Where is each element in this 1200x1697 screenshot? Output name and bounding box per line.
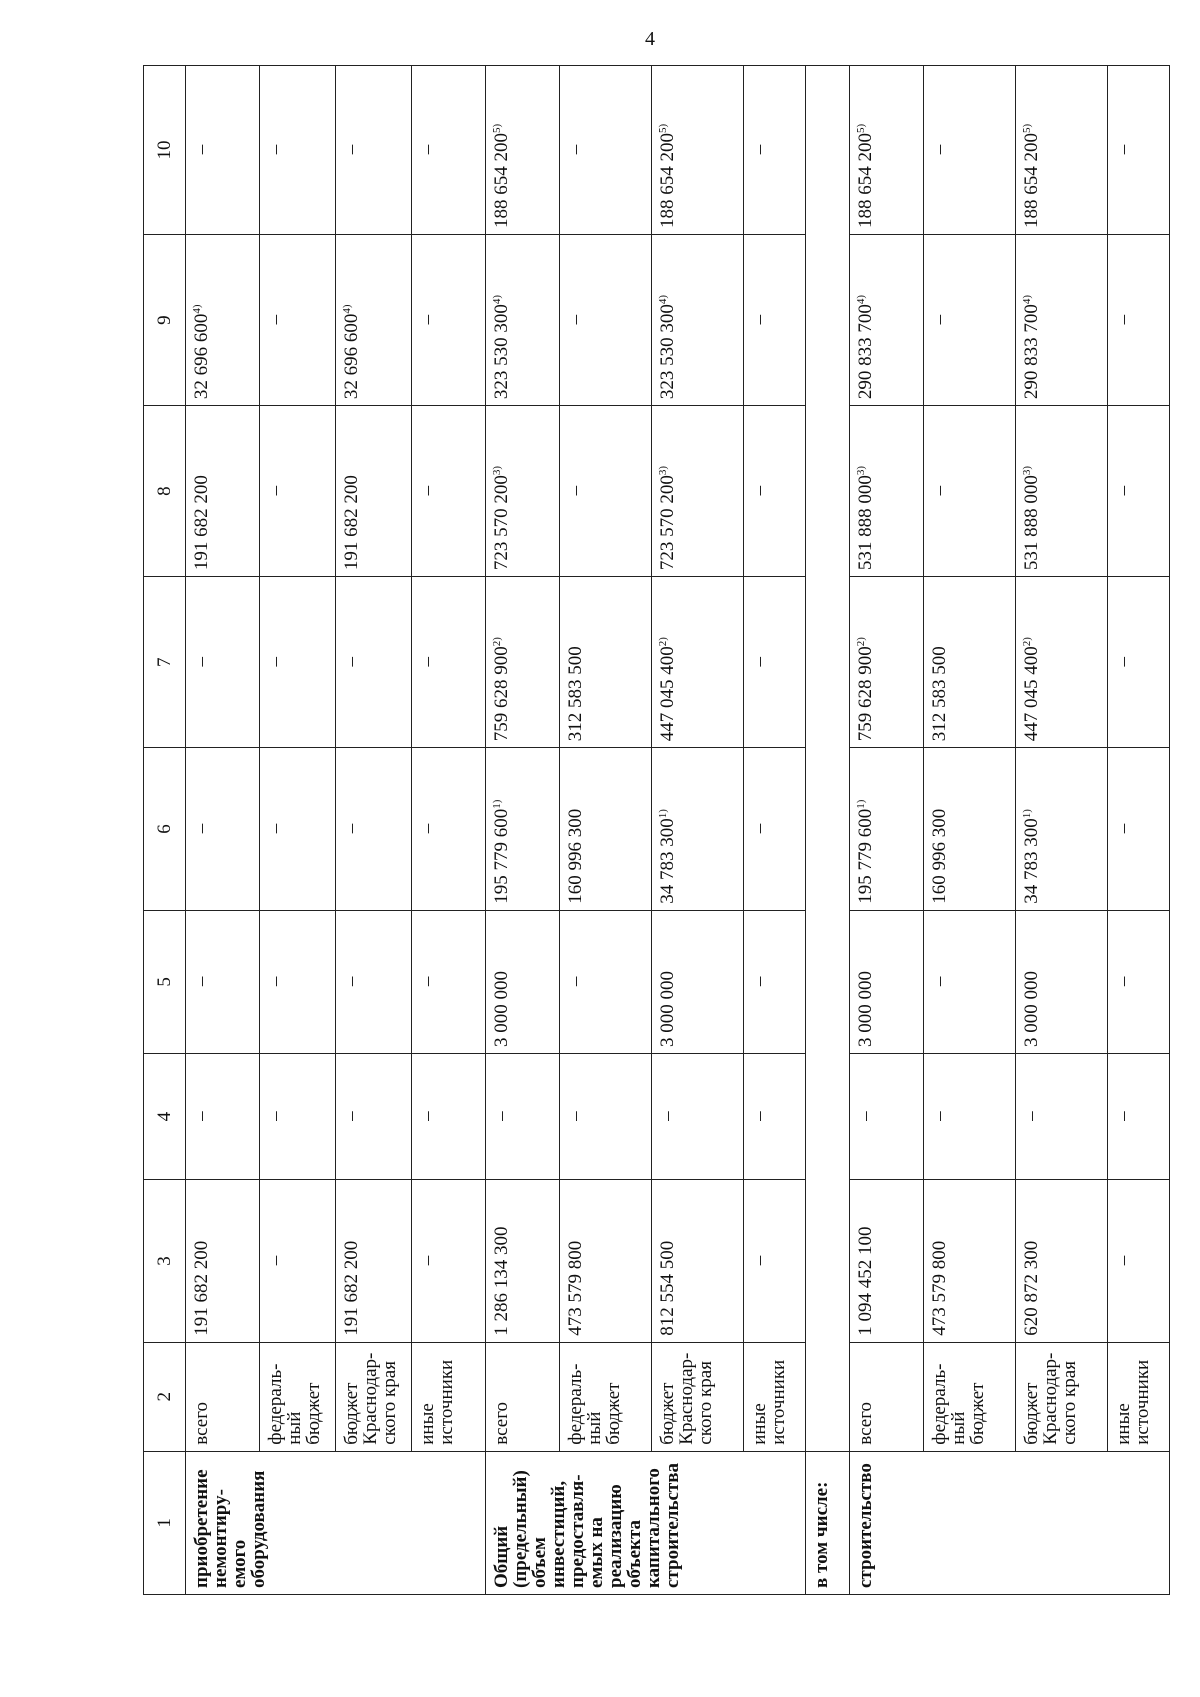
table-row — [412, 66, 486, 1595]
value-cell — [924, 748, 1016, 911]
cell-value: 3 000 000 — [657, 971, 678, 1048]
value-cell — [560, 406, 652, 577]
value-cell — [652, 1180, 744, 1343]
cell-value: – — [565, 1111, 586, 1121]
value-cell — [652, 910, 744, 1053]
value-cell — [924, 1054, 1016, 1180]
cell-value: – — [341, 976, 362, 987]
cell-value: – — [341, 144, 362, 155]
value-cell — [652, 748, 744, 911]
value-cell — [486, 577, 560, 748]
value-cell — [850, 748, 924, 911]
cell-value: 195 779 600 — [855, 808, 876, 904]
value-cell — [744, 1180, 806, 1343]
footnote-marker: 1) — [491, 799, 503, 809]
cell-value: – — [191, 144, 212, 155]
column-number: 3 — [144, 1180, 186, 1343]
cell-value: – — [1021, 1111, 1042, 1121]
footnote-marker: 2) — [855, 637, 867, 647]
value-cell — [186, 406, 260, 577]
table-row — [1016, 66, 1108, 1595]
value-cell — [412, 66, 486, 235]
cell-value: 1 094 452 100 — [855, 1226, 876, 1336]
cell-value: – — [929, 144, 950, 155]
cell-value: – — [417, 314, 438, 325]
value-cell — [412, 1054, 486, 1180]
cell-value: 195 779 600 — [491, 808, 512, 904]
value-cell — [260, 1054, 336, 1180]
value-cell — [412, 235, 486, 406]
value-cell — [486, 748, 560, 911]
value-cell — [924, 910, 1016, 1053]
cell-value: 759 628 900 — [855, 646, 876, 742]
cell-value: 447 045 400 — [657, 646, 678, 742]
cell-value: – — [855, 1111, 876, 1121]
value-cell — [186, 748, 260, 911]
cell-value: – — [417, 823, 438, 834]
cell-value: – — [265, 485, 286, 496]
value-cell — [486, 406, 560, 577]
cell-value: – — [1113, 656, 1134, 667]
cell-value: 191 682 200 — [191, 1240, 212, 1336]
cell-value: – — [265, 1111, 286, 1121]
cell-value: – — [1113, 1255, 1134, 1266]
footnote-marker: 1) — [855, 799, 867, 809]
cell-value: – — [565, 314, 586, 325]
cell-value: 312 583 500 — [565, 646, 586, 742]
value-cell — [850, 66, 924, 235]
value-cell — [486, 235, 560, 406]
column-number: 2 — [144, 1342, 186, 1451]
value-cell — [1108, 748, 1170, 911]
footnote-marker: 5) — [855, 123, 867, 134]
subsection-row — [806, 66, 850, 1595]
value-cell — [260, 66, 336, 235]
cell-value: 620 872 300 — [1021, 1240, 1042, 1336]
cell-value: 723 570 200 — [657, 475, 678, 571]
footnote-marker: 3) — [855, 466, 867, 476]
cell-value: – — [417, 485, 438, 496]
funding-source: всего — [850, 1342, 924, 1451]
cell-value: 32 696 600 — [341, 313, 362, 400]
value-cell — [850, 1054, 924, 1180]
cell-value: – — [1113, 823, 1134, 834]
value-cell — [924, 1180, 1016, 1343]
value-cell — [336, 577, 412, 748]
value-cell — [560, 1180, 652, 1343]
value-cell — [652, 66, 744, 235]
cell-value: – — [749, 823, 770, 834]
cell-value: – — [929, 1111, 950, 1121]
value-cell — [1016, 1054, 1108, 1180]
value-cell — [1016, 66, 1108, 235]
cell-value: 191 682 200 — [341, 475, 362, 571]
value-cell — [560, 748, 652, 911]
cell-value: – — [749, 1255, 770, 1266]
footnote-marker: 5) — [1021, 123, 1033, 134]
cell-value: 32 696 600 — [191, 313, 212, 400]
funding-source: федераль-ный бюджет — [260, 1342, 336, 1451]
value-cell — [260, 910, 336, 1053]
table-row — [336, 66, 412, 1595]
footnote-marker: 2) — [491, 637, 503, 647]
value-cell — [260, 577, 336, 748]
value-cell — [924, 66, 1016, 235]
value-cell — [412, 910, 486, 1053]
cell-value: – — [417, 1255, 438, 1266]
value-cell — [924, 577, 1016, 748]
empty-cell — [806, 66, 850, 1452]
value-cell — [412, 577, 486, 748]
value-cell — [336, 1054, 412, 1180]
footnote-marker: 3) — [1021, 466, 1033, 476]
value-cell — [486, 1180, 560, 1343]
value-cell — [186, 910, 260, 1053]
cell-value: 191 682 200 — [191, 475, 212, 571]
cell-value: – — [1113, 144, 1134, 155]
footnote-marker: 4) — [657, 294, 669, 305]
cell-value: 312 583 500 — [929, 646, 950, 742]
footnote-marker: 4) — [191, 304, 203, 314]
value-cell — [560, 577, 652, 748]
cell-value: – — [191, 976, 212, 987]
value-cell — [560, 235, 652, 406]
value-cell — [186, 1054, 260, 1180]
cell-value: – — [265, 656, 286, 667]
section-label: приобретение немонтиру-емого оборудования — [186, 1451, 486, 1594]
cell-value: 188 654 200 — [491, 133, 512, 229]
table-row — [260, 66, 336, 1595]
table-rotator — [143, 65, 1153, 1595]
cell-value: – — [929, 976, 950, 987]
cell-value: – — [491, 1111, 512, 1121]
value-cell — [1016, 577, 1108, 748]
value-cell — [1016, 235, 1108, 406]
value-cell — [260, 1180, 336, 1343]
value-cell — [1016, 1180, 1108, 1343]
column-number: 1 — [144, 1451, 186, 1594]
cell-value: – — [929, 485, 950, 496]
funding-source: бюджет Краснодар-ского края — [1016, 1342, 1108, 1451]
column-number: 8 — [144, 406, 186, 577]
column-number-row — [144, 66, 186, 1595]
table-row — [560, 66, 652, 1595]
table-row — [744, 66, 806, 1595]
column-number: 10 — [144, 66, 186, 235]
cell-value: – — [341, 656, 362, 667]
value-cell — [1108, 1054, 1170, 1180]
value-cell — [1108, 406, 1170, 577]
cell-value: – — [749, 144, 770, 155]
value-cell — [560, 1054, 652, 1180]
cell-value: 188 654 200 — [1021, 133, 1042, 229]
section-label: строительство — [850, 1451, 1170, 1594]
footnote-marker: 4) — [1021, 294, 1033, 305]
value-cell — [1108, 66, 1170, 235]
table-row — [1108, 66, 1170, 1595]
budget-table — [143, 65, 1170, 1595]
rotated-table-area — [143, 65, 1153, 1595]
funding-source: всего — [486, 1342, 560, 1451]
cell-value: 290 833 700 — [1021, 304, 1042, 400]
cell-value: – — [749, 976, 770, 987]
cell-value: 160 996 300 — [929, 808, 950, 904]
cell-value: – — [749, 656, 770, 667]
value-cell — [744, 577, 806, 748]
footnote-marker: 4) — [491, 294, 503, 305]
value-cell — [652, 577, 744, 748]
value-cell — [486, 66, 560, 235]
value-cell — [652, 406, 744, 577]
value-cell — [336, 910, 412, 1053]
value-cell — [924, 406, 1016, 577]
cell-value: 759 628 900 — [491, 646, 512, 742]
column-number: 4 — [144, 1054, 186, 1180]
value-cell — [744, 406, 806, 577]
value-cell — [744, 748, 806, 911]
column-number: 7 — [144, 577, 186, 748]
column-number: 6 — [144, 748, 186, 911]
cell-value: – — [265, 314, 286, 325]
cell-value: – — [565, 485, 586, 496]
cell-value: – — [1113, 1111, 1134, 1121]
section-label: Общий (предельный) объем инвестиций, предоставля-емых на реализацию объекта капитального строительства — [486, 1451, 806, 1594]
value-cell — [486, 1054, 560, 1180]
value-cell — [1108, 577, 1170, 748]
value-cell — [336, 748, 412, 911]
funding-source: федераль-ный бюджет — [560, 1342, 652, 1451]
cell-value: 3 000 000 — [491, 971, 512, 1048]
funding-source: иные источники — [1108, 1342, 1170, 1451]
value-cell — [652, 235, 744, 406]
table-row — [186, 66, 260, 1595]
footnote-marker: 1) — [657, 809, 669, 819]
cell-value: 323 530 300 — [657, 304, 678, 400]
cell-value: 3 000 000 — [1021, 971, 1042, 1048]
value-cell — [336, 66, 412, 235]
cell-value: 473 579 800 — [929, 1240, 950, 1336]
cell-value: – — [191, 1111, 212, 1121]
cell-value: – — [1113, 976, 1134, 987]
value-cell — [652, 1054, 744, 1180]
cell-value: 531 888 000 — [1021, 475, 1042, 571]
value-cell — [744, 1054, 806, 1180]
value-cell — [1016, 748, 1108, 911]
cell-value: – — [265, 823, 286, 834]
table-row — [924, 66, 1016, 1595]
table-row — [850, 66, 924, 1595]
value-cell — [560, 910, 652, 1053]
value-cell — [850, 577, 924, 748]
value-cell — [1016, 910, 1108, 1053]
cell-value: 188 654 200 — [855, 133, 876, 229]
cell-value: – — [929, 314, 950, 325]
cell-value: 34 783 300 — [657, 818, 678, 904]
value-cell — [1016, 406, 1108, 577]
value-cell — [336, 1180, 412, 1343]
footnote-marker: 2) — [657, 637, 669, 647]
value-cell — [744, 235, 806, 406]
cell-value: 34 783 300 — [1021, 818, 1042, 904]
cell-value: – — [1113, 485, 1134, 496]
funding-source: всего — [186, 1342, 260, 1451]
page-number: 4 — [645, 28, 655, 50]
cell-value: – — [265, 144, 286, 155]
footnote-marker: 3) — [491, 466, 503, 476]
footnote-marker: 3) — [657, 466, 669, 476]
funding-source: иные источники — [412, 1342, 486, 1451]
column-number: 5 — [144, 910, 186, 1053]
cell-value: – — [417, 976, 438, 987]
value-cell — [1108, 1180, 1170, 1343]
cell-value: 812 554 500 — [657, 1240, 678, 1336]
column-number: 9 — [144, 235, 186, 406]
cell-value: – — [265, 976, 286, 987]
funding-source: иные источники — [744, 1342, 806, 1451]
value-cell — [186, 66, 260, 235]
cell-value: 531 888 000 — [855, 475, 876, 571]
cell-value: – — [341, 1111, 362, 1121]
value-cell — [412, 1180, 486, 1343]
value-cell — [560, 66, 652, 235]
cell-value: 3 000 000 — [855, 971, 876, 1048]
cell-value: – — [749, 485, 770, 496]
value-cell — [486, 910, 560, 1053]
table-row — [652, 66, 744, 1595]
value-cell — [1108, 910, 1170, 1053]
footnote-marker: 5) — [657, 123, 669, 134]
funding-source: бюджет Краснодар-ского края — [652, 1342, 744, 1451]
cell-value: – — [191, 823, 212, 834]
footnote-marker: 2) — [1021, 637, 1033, 647]
value-cell — [260, 748, 336, 911]
footnote-marker: 5) — [491, 123, 503, 134]
value-cell — [186, 235, 260, 406]
cell-value: – — [417, 656, 438, 667]
table-row — [486, 66, 560, 1595]
cell-value: – — [565, 144, 586, 155]
cell-value: – — [749, 1111, 770, 1121]
value-cell — [186, 1180, 260, 1343]
cell-value: 290 833 700 — [855, 304, 876, 400]
cell-value: – — [417, 144, 438, 155]
cell-value: 1 286 134 300 — [491, 1226, 512, 1336]
cell-value: 447 045 400 — [1021, 646, 1042, 742]
funding-source: бюджет Краснодар-ского края — [336, 1342, 412, 1451]
cell-value: – — [417, 1111, 438, 1121]
cell-value: – — [1113, 314, 1134, 325]
value-cell — [850, 1180, 924, 1343]
cell-value: – — [565, 976, 586, 987]
value-cell — [260, 235, 336, 406]
value-cell — [336, 235, 412, 406]
value-cell — [850, 406, 924, 577]
value-cell — [850, 910, 924, 1053]
funding-source: федераль-ный бюджет — [924, 1342, 1016, 1451]
footnote-marker: 4) — [341, 304, 353, 314]
value-cell — [1108, 235, 1170, 406]
cell-value: – — [657, 1111, 678, 1121]
footnote-marker: 4) — [855, 294, 867, 305]
cell-value: – — [341, 823, 362, 834]
value-cell — [412, 748, 486, 911]
cell-value: 191 682 200 — [341, 1240, 362, 1336]
footnote-marker: 1) — [1021, 809, 1033, 819]
value-cell — [186, 577, 260, 748]
cell-value: 323 530 300 — [491, 304, 512, 400]
cell-value: – — [191, 656, 212, 667]
value-cell — [260, 406, 336, 577]
cell-value: 723 570 200 — [491, 475, 512, 571]
cell-value: 188 654 200 — [657, 133, 678, 229]
cell-value: – — [265, 1255, 286, 1266]
cell-value: 473 579 800 — [565, 1240, 586, 1336]
cell-value: – — [749, 314, 770, 325]
value-cell — [336, 406, 412, 577]
section-label: в том числе: — [806, 1451, 850, 1594]
value-cell — [744, 66, 806, 235]
value-cell — [924, 235, 1016, 406]
cell-value: 160 996 300 — [565, 808, 586, 904]
value-cell — [850, 235, 924, 406]
value-cell — [412, 406, 486, 577]
value-cell — [744, 910, 806, 1053]
